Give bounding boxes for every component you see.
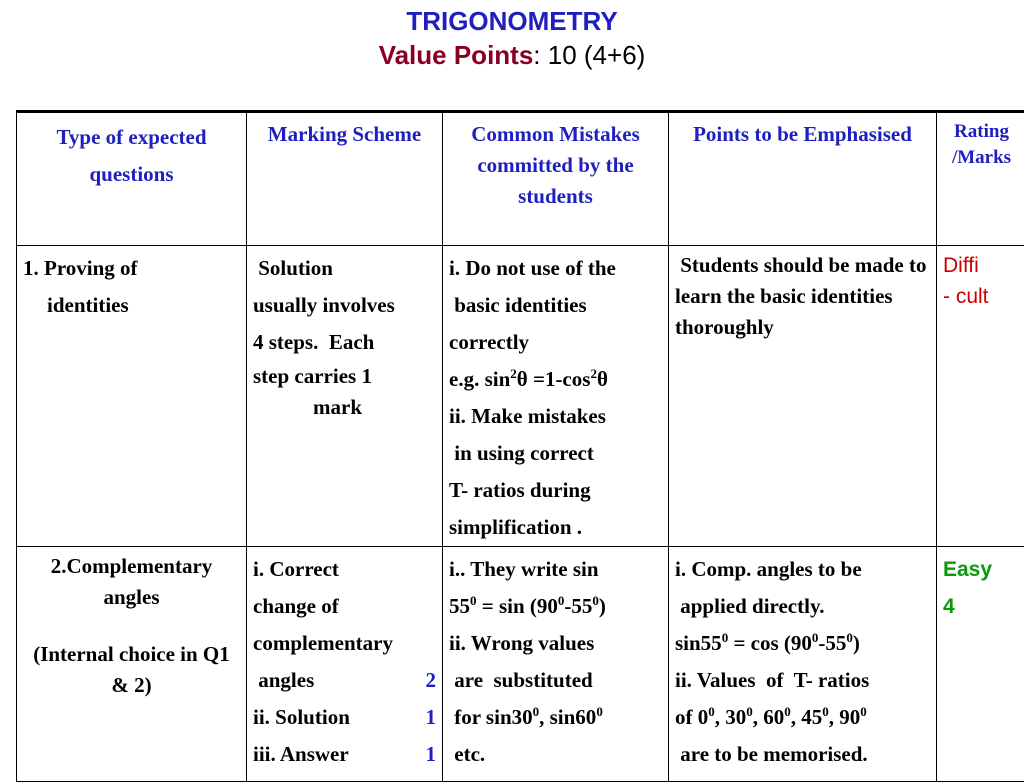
row2-type-line1: 2.Complementary [23,551,240,582]
header-emphasis: Points to be Emphasised [669,112,937,246]
scheme-mark: 1 [426,699,437,736]
row2-emphasis-formula: $\sin 55^0 = \cos (90^0-55^0)$ [675,625,930,662]
row2-mistake-line: are substituted [449,662,662,699]
value-points-label: Value Points [379,40,534,70]
header-row [17,112,1024,246]
trig-table [16,110,1024,782]
title-block [0,4,1024,72]
row1-mistake-line: simplification . [449,509,662,546]
row2-type-note: (Internal choice in Q1 & 2) [23,639,240,701]
row1-mistake-line: in using correct [449,435,662,472]
row2-emphasis-formula: of $0^0$, $30^0$, $60^0$, $45^0$, $90^0$ [675,699,930,736]
row2-type [17,547,247,782]
row1-mistake-formula: e.g. $\sin^2\theta =1-\cos^2\theta$ [449,361,662,398]
table-row [17,246,1024,547]
scheme-mark: 2 [426,662,437,699]
scheme-text: iii. Answer [253,736,349,773]
row2-scheme-row [253,736,436,773]
row1-rating [937,246,1024,547]
formula-part: e.g. sin [449,367,510,391]
value-points-line [0,38,1024,72]
row1-type-line2: identities [23,287,240,324]
scheme-text: ii. Solution [253,699,350,736]
header-type: Type of expected questions [17,112,247,246]
row2-emphasis-line: i. Comp. angles to be [675,551,930,588]
row1-mistake-line: basic identities [449,287,662,324]
formula-part: θ [597,367,608,391]
row1-type [17,246,247,547]
scheme-text: change of [253,588,339,625]
row2-emphasis [669,547,937,782]
row2-rating [937,547,1024,782]
row1-rating-line2: - cult [943,281,1020,312]
row2-mistake-line: ii. Wrong values [449,625,662,662]
value-points-value: : 10 (4+6) [533,40,645,70]
header-rating: Rating /Marks [937,112,1024,246]
row2-type-line2: angles [23,582,240,613]
row2-mistakes [443,547,669,782]
scheme-text: complementary [253,625,393,662]
row2-emphasis-line: applied directly. [675,588,930,625]
row1-emphasis [669,246,937,547]
row1-scheme [247,246,443,547]
scheme-mark: 1 [426,736,437,773]
row2-scheme-row [253,699,436,736]
row1-scheme-line: 4 steps. Each [253,324,436,361]
row2-scheme-row [253,662,436,699]
header-mistakes: Common Mistakes committed by the students [443,112,669,246]
row2-emphasis-line: are to be memorised. [675,736,930,773]
row1-rating-line1: Diffi [943,250,1020,281]
page-title: TRIGONOMETRY [0,4,1024,38]
scheme-text: i. Correct [253,551,339,588]
scheme-text: angles [253,662,314,699]
row1-scheme-line: mark [253,392,436,423]
row1-mistake-line: ii. Make mistakes [449,398,662,435]
row2-mistake-line: i.. They write sin [449,551,662,588]
formula-part: θ =1-cos [517,367,591,391]
header-marking: Marking Scheme [247,112,443,246]
row2-mistake-formula: $55^0 = \sin (90^0-55^0)$ [449,588,662,625]
row1-scheme-line: Solution [253,250,436,287]
row2-scheme-row [253,551,436,588]
row2-emphasis-line: ii. Values of T- ratios [675,662,930,699]
row1-mistake-line: i. Do not use of the [449,250,662,287]
row1-emphasis-text: Students should be made to learn the basic identities thoroughly [675,250,930,343]
row2-rating-line2: 4 [943,588,1020,625]
row1-scheme-line: usually involves [253,287,436,324]
row2-rating-line1: Easy [943,551,1020,588]
row1-mistakes [443,246,669,547]
row2-mistake-formula: for $\sin 30^0$, $\sin 60^0$ [449,699,662,736]
row1-type-line1: 1. Proving of [23,250,240,287]
row2-scheme-row [253,588,436,625]
row1-scheme-line: step carries 1 [253,361,436,392]
row1-mistake-line: T- ratios during [449,472,662,509]
row2-scheme-row [253,625,436,662]
row1-mistake-line: correctly [449,324,662,361]
row2-scheme [247,547,443,782]
table-row [17,547,1024,782]
row2-mistake-line: etc. [449,736,662,773]
